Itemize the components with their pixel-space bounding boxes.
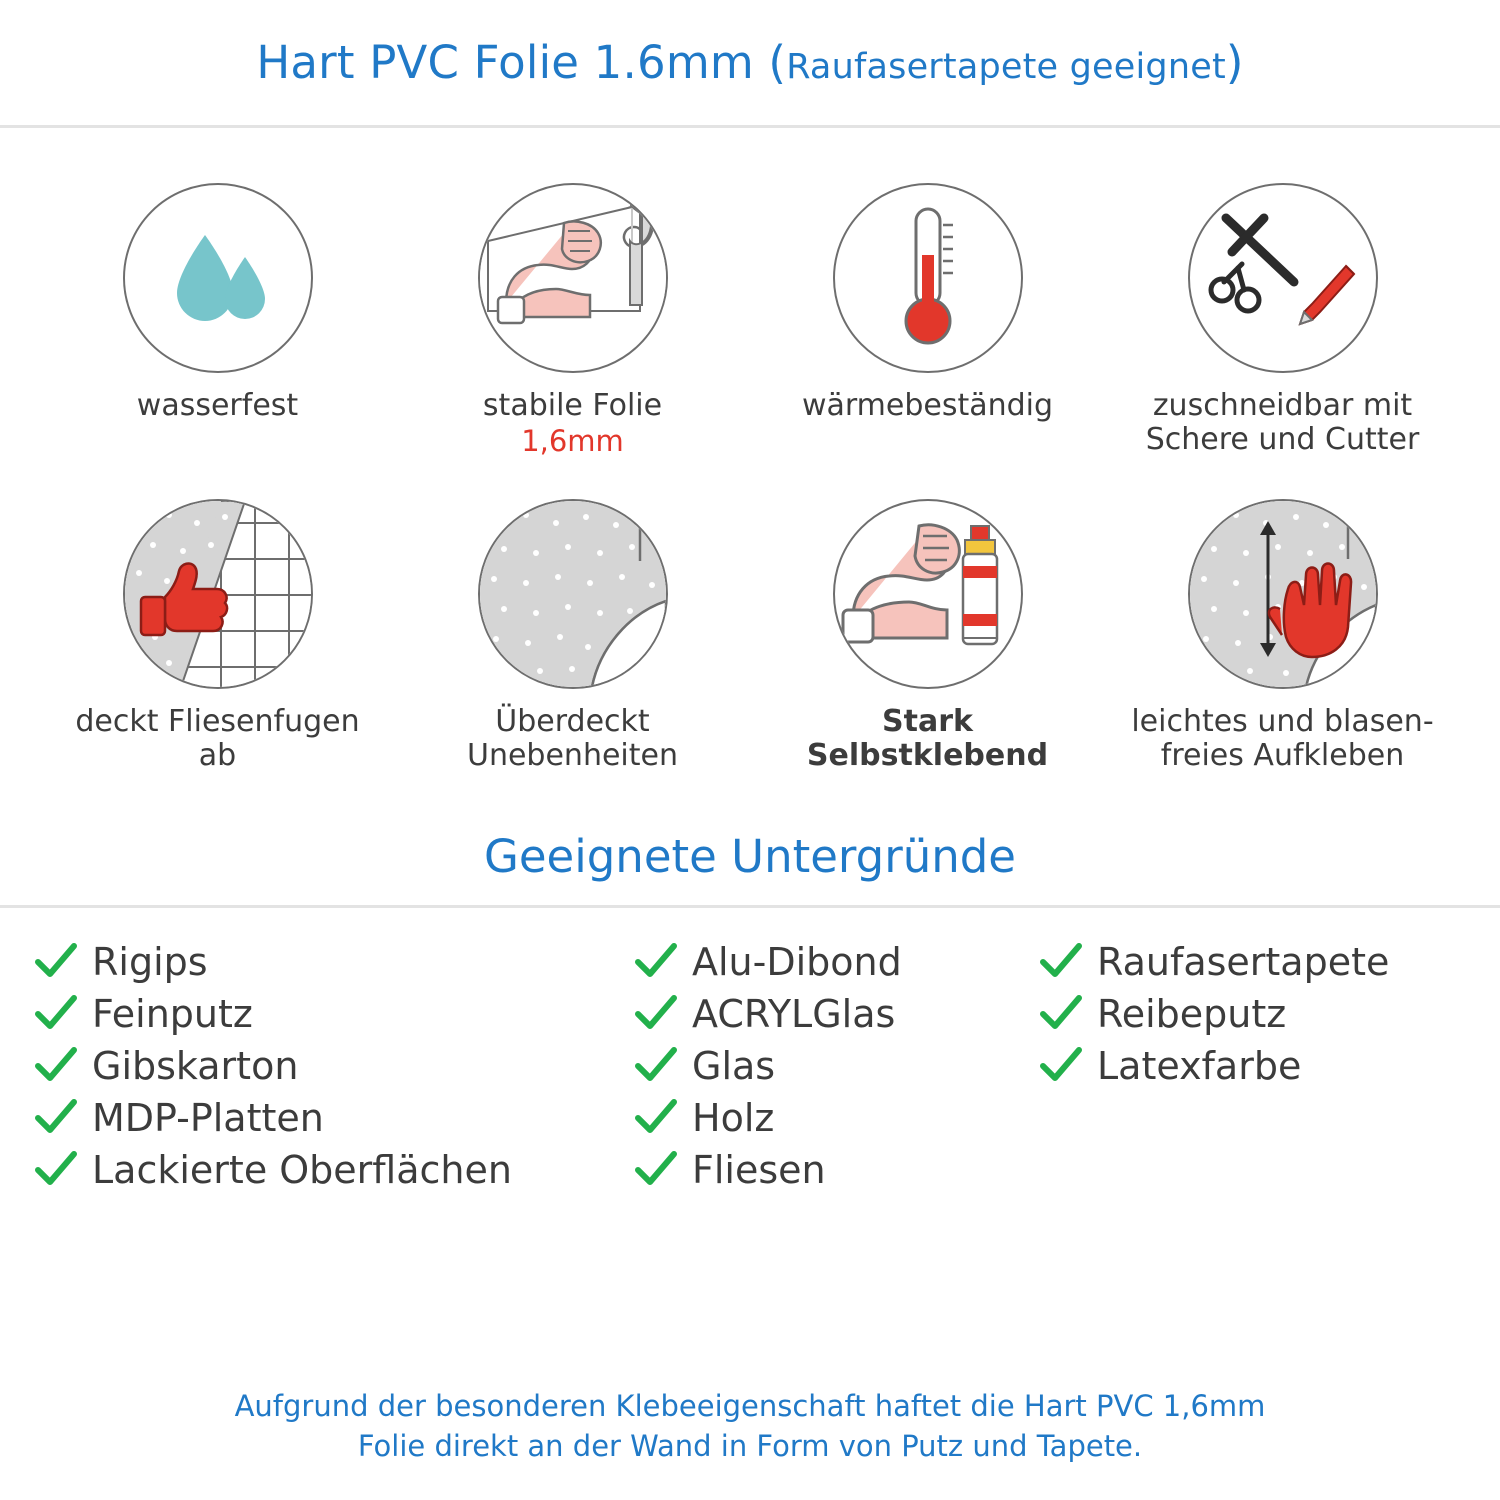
list-item: [34, 1144, 634, 1196]
feature-sublabel: 1,6mm: [521, 423, 624, 458]
list-item-label: Feinputz: [92, 992, 253, 1037]
list-item: [34, 1092, 634, 1144]
list-item-label: Fliesen: [692, 1148, 826, 1193]
list-item: [634, 1144, 1039, 1196]
list-item-label: Rigips: [92, 940, 208, 985]
substrate-checklist: [0, 908, 1500, 1196]
footer-note: [0, 1386, 1500, 1466]
feature-icon-circle: [123, 499, 313, 689]
check-icon: [34, 1046, 78, 1086]
list-item: [34, 936, 634, 988]
peeling-foil-corner-icon: [480, 501, 666, 687]
feature-label: wasserfest: [136, 388, 299, 423]
feature-zuschneidbar: [1105, 183, 1460, 457]
list-item-label: Latexfarbe: [1097, 1044, 1302, 1089]
list-item-label: Alu-Dibond: [692, 940, 902, 985]
check-icon: [634, 1150, 678, 1190]
feature-wasserfest: [40, 183, 395, 457]
scissors-cutter-icon: [1208, 208, 1358, 348]
feature-fliesenfugen: [40, 499, 395, 772]
feature-caption: [1118, 705, 1448, 772]
check-icon: [634, 994, 678, 1034]
section-header: [0, 830, 1500, 908]
arm-glue-tube-icon: [835, 514, 1021, 674]
feature-caption: [53, 705, 383, 772]
footer-line-2: Folie direkt an der Wand in Form von Putz und Tapete.: [357, 1428, 1143, 1463]
feature-selbstklebend: [750, 499, 1105, 772]
checklist-column-3: [1039, 936, 1466, 1196]
section-title: Geeignete Untergründe: [483, 830, 1016, 884]
feature-label: zuschneidbar mit Schere und Cutter: [1145, 388, 1420, 457]
list-item-label: Holz: [692, 1096, 775, 1141]
feature-waermebestaendig: [750, 183, 1105, 457]
feature-label: Stark Selbstklebend: [806, 704, 1049, 773]
list-item-label: Raufasertapete: [1097, 940, 1390, 985]
list-item-label: Glas: [692, 1044, 776, 1089]
list-item: [634, 988, 1039, 1040]
flexing-arm-foil-icon: [480, 185, 666, 371]
list-item-label: Gibskarton: [92, 1044, 299, 1089]
feature-icon-circle: [1188, 183, 1378, 373]
list-item-label: ACRYLGlas: [692, 992, 896, 1037]
check-icon: [1039, 994, 1083, 1034]
feature-caption: [483, 389, 662, 457]
feature-label: leichtes und blasen- freies Aufkleben: [1131, 704, 1434, 773]
list-item: [34, 988, 634, 1040]
feature-aufkleben: [1105, 499, 1460, 772]
check-icon: [634, 942, 678, 982]
list-item-label: MDP-Platten: [92, 1096, 324, 1141]
feature-caption: [802, 389, 1053, 423]
page-title: [256, 36, 1243, 89]
check-icon: [1039, 942, 1083, 982]
list-item: [1039, 936, 1466, 988]
list-item: [34, 1040, 634, 1092]
list-item: [1039, 988, 1466, 1040]
feature-label: deckt Fliesenfugen ab: [75, 704, 360, 773]
footer-line-1: Aufgrund der besonderen Klebeeigenschaft haftet die Hart PVC 1,6mm: [234, 1388, 1266, 1423]
check-icon: [634, 1098, 678, 1138]
list-item: [1039, 1040, 1466, 1092]
list-item: [634, 1092, 1039, 1144]
check-icon: [1039, 1046, 1083, 1086]
check-icon: [34, 1098, 78, 1138]
feature-caption: [408, 705, 738, 772]
feature-icon-circle: [833, 183, 1023, 373]
thermometer-icon: [883, 203, 973, 353]
feature-icon-circle: [833, 499, 1023, 689]
feature-unebenheiten: [395, 499, 750, 772]
checklist-column-2: [634, 936, 1039, 1196]
feature-caption: [137, 389, 298, 423]
check-icon: [634, 1046, 678, 1086]
feature-label: stabile Folie: [482, 388, 663, 423]
feature-caption: [763, 705, 1093, 772]
list-item: [634, 1040, 1039, 1092]
check-icon: [34, 994, 78, 1034]
feature-caption: [1118, 389, 1448, 456]
feature-label: wärmebeständig: [801, 388, 1054, 423]
feature-stabile-folie: [395, 183, 750, 457]
page-title-paren-open: (: [768, 36, 787, 89]
feature-grid: [0, 128, 1500, 772]
check-icon: [34, 1150, 78, 1190]
checklist-column-1: [34, 936, 634, 1196]
hand-smoothing-foil-icon: [1190, 501, 1376, 687]
list-item: [634, 936, 1039, 988]
feature-label: Überdeckt Unebenheiten: [467, 704, 678, 773]
list-item-label: Lackierte Oberflächen: [92, 1148, 512, 1193]
feature-icon-circle: [1188, 499, 1378, 689]
header: [0, 0, 1500, 128]
feature-icon-circle: [478, 499, 668, 689]
list-item-label: Reibeputz: [1097, 992, 1287, 1037]
page-title-paren-close: ): [1225, 36, 1244, 89]
page-title-sub: Raufasertapete geeignet: [786, 47, 1226, 87]
feature-icon-circle: [123, 183, 313, 373]
feature-icon-circle: [478, 183, 668, 373]
thumbs-up-tile-joint-icon: [125, 501, 311, 687]
water-drops-icon: [153, 213, 283, 343]
check-icon: [34, 942, 78, 982]
page-title-main: Hart PVC Folie 1.6mm: [256, 36, 769, 89]
